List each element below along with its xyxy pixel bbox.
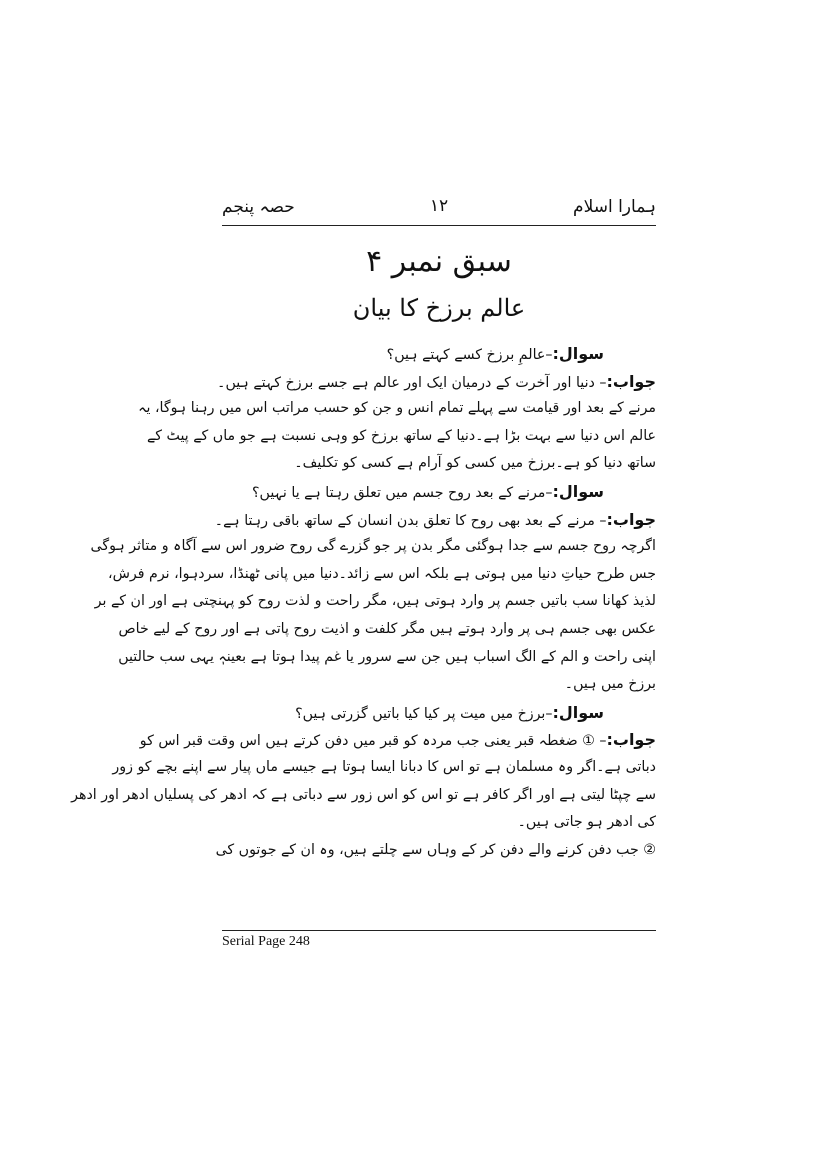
line-text: دباتی ہے۔اگر وہ مسلمان ہے تو اس کا دبانا ایسا ہوتا ہے جیسے ماں پیار سے اپنے بچے کو زور [112, 758, 656, 775]
text-line [215, 837, 656, 865]
book-title: ہمارا اسلام [573, 197, 656, 217]
text-line [118, 644, 656, 672]
text-line [108, 561, 656, 589]
line-text: کی ادھر ہو جاتی ہیں۔ [517, 814, 656, 831]
part-label: حصہ پنجم [222, 197, 295, 217]
running-header [222, 196, 656, 222]
text-line [222, 450, 656, 478]
lesson-subtitle: عالم برزخ کا بیان [352, 294, 526, 322]
qa-label: جواب: [606, 509, 656, 529]
line-text: عکس بھی جسم ہی پر وارد ہوتے ہیں مگر کلفت و اذیت روح پاتی ہے اور روح کے لیے خاص [118, 620, 656, 637]
line-text: – دنیا اور آخرت کے درمیان ایک اور عالم ہے جسے برزخ کہتے ہیں۔ [217, 374, 607, 391]
page-number: ۱۲ [429, 196, 449, 216]
text-line [139, 726, 656, 754]
line-text: اگرچہ روح جسم سے جدا ہوگئی مگر بدن پر جو گزرے گی روح ضرور اس سے آگاہ و متاثر ہوگی [90, 538, 656, 555]
line-text: اپنی راحت و الم کے الگ اسباب ہیں جن سے سرور یا غم پیدا ہوتا ہے بعینہٖ یہی سب حالتیں [118, 648, 656, 665]
text-line [90, 533, 656, 561]
text-line [71, 782, 656, 810]
text-line [222, 671, 656, 699]
text-line [146, 423, 656, 451]
text-line [222, 478, 656, 506]
footer-rule [222, 930, 656, 931]
text-line [217, 368, 656, 396]
text-line [112, 754, 656, 782]
line-text: –مرنے کے بعد روح جسم میں تعلق رہتا ہے یا نہیں؟ [252, 484, 553, 501]
body-text [71, 340, 656, 928]
line-text: سے چپٹا لیتی ہے اور اگر کافر ہے تو اس کو اس زور سے دباتی ہے کہ ادھر کی پسلیاں ادھر اور ادھر [71, 786, 656, 803]
line-text: عالم اس دنیا سے بہت بڑا ہے۔دنیا کے ساتھ برزخ کو وہی نسبت ہے جو ماں کے پیٹ کے [146, 427, 656, 444]
text-line [222, 340, 656, 368]
text-line [222, 699, 656, 727]
text-line [222, 809, 656, 837]
line-text: لذیذ کھانا سب باتیں جسم پر وارد ہوتی ہیں، مگر راحت و لذت روح کو پہنچتی ہے اور ان کے بر [94, 593, 656, 610]
line-text: برزخ میں ہیں۔ [564, 676, 656, 693]
line-text: ② جب دفن کرنے والے دفن کر کے وہاں سے چلتے ہیں، وہ ان کے جوتوں کی [215, 841, 656, 858]
lesson-title: سبق نمبر ۴ [366, 244, 512, 279]
qa-label: جواب: [606, 730, 656, 750]
qa-label: سوال: [552, 481, 604, 501]
line-text: جس طرح حیاتِ دنیا میں ہوتی ہے بلکہ اس سے زائد۔دنیا میں پانی ٹھنڈا، سردہوا، نرم فرش، [108, 565, 656, 582]
header-rule [222, 225, 656, 226]
serial-page: Serial Page 248 [222, 934, 310, 949]
line-text: –برزخ میں میت پر کیا کیا باتیں گزرتی ہیں؟ [295, 705, 553, 722]
text-line [138, 395, 656, 423]
text-line [118, 616, 656, 644]
line-text: ساتھ دنیا کو ہے۔برزخ میں کسی کو آرام ہے کسی کو تکلیف۔ [294, 455, 656, 472]
qa-label: سوال: [552, 344, 604, 363]
line-text: – مرنے کے بعد بھی روح کا تعلق بدن انسان کے ساتھ باقی رہتا ہے۔ [214, 512, 607, 529]
qa-label: جواب: [606, 371, 656, 391]
line-text: –عالمِ برزخ کسے کہتے ہیں؟ [386, 347, 553, 363]
qa-label: سوال: [552, 702, 604, 722]
text-line [94, 588, 656, 616]
line-text: مرنے کے بعد اور قیامت سے پہلے تمام انس و جن کو حسب مراتب اس میں رہنا ہوگا، یہ [138, 400, 656, 417]
text-line [214, 506, 656, 534]
line-text: – ① ضغطہ قبر یعنی جب مردہ کو قبر میں دفن کرتے ہیں اس وقت قبر اس کو [139, 733, 607, 750]
